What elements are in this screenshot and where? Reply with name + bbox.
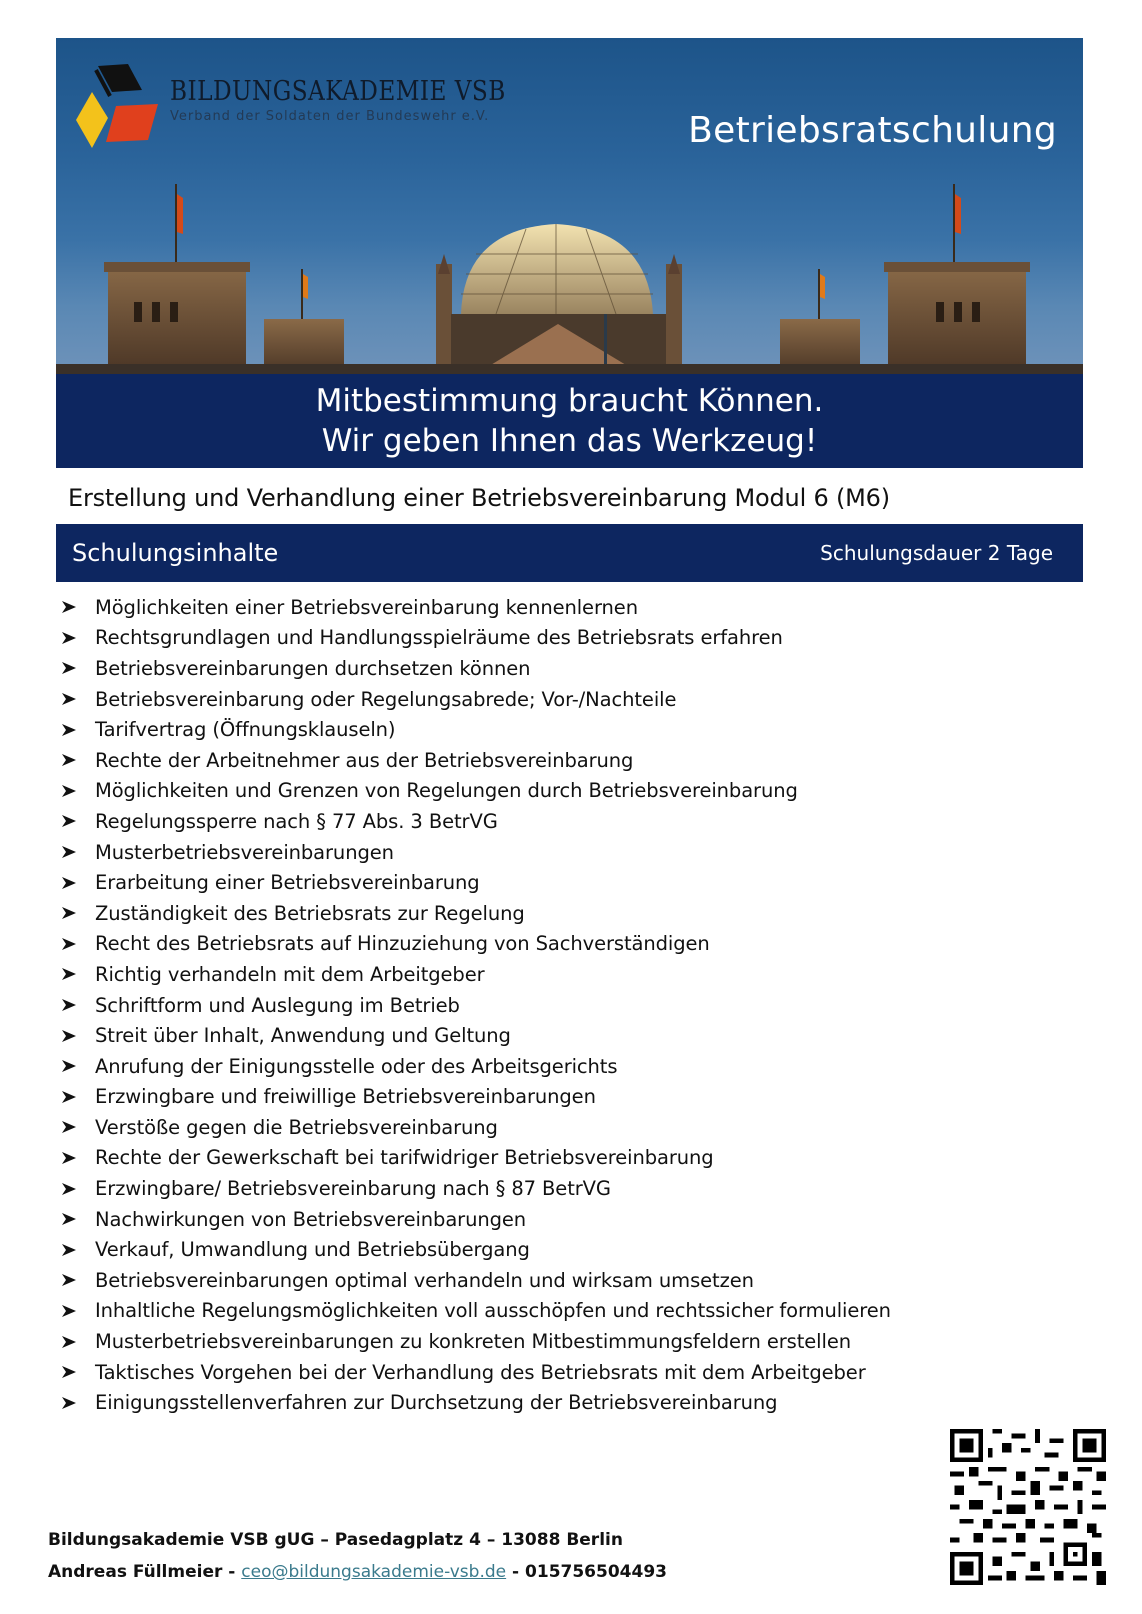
list-item: Musterbetriebsvereinbarungen zu konkreten Mitbestimmungsfeldern erstellen xyxy=(58,1326,1058,1357)
list-item: Musterbetriebsvereinbarungen xyxy=(58,837,1058,868)
arrowhead-bullet-icon xyxy=(58,1089,95,1105)
arrowhead-bullet-icon xyxy=(58,997,95,1013)
footer-contact xyxy=(48,1556,667,1588)
list-item: Möglichkeiten einer Betriebsvereinbarung kennenlernen xyxy=(58,592,1058,623)
arrowhead-bullet-icon xyxy=(58,1242,95,1258)
topics-list xyxy=(58,592,1058,1418)
list-item: Erzwingbare und freiwillige Betriebsvereinbarungen xyxy=(58,1082,1058,1113)
qr-code-icon[interactable] xyxy=(950,1429,1106,1585)
arrowhead-bullet-icon xyxy=(58,1028,95,1044)
arrowhead-bullet-icon xyxy=(58,599,95,615)
arrowhead-bullet-icon xyxy=(58,966,95,982)
arrowhead-bullet-icon xyxy=(58,722,95,738)
list-item: Betriebsvereinbarung oder Regelungsabrede; Vor-/Nachteile xyxy=(58,684,1058,715)
list-item: Schriftform und Auslegung im Betrieb xyxy=(58,990,1058,1021)
section-label: Schulungsinhalte xyxy=(72,539,279,567)
arrowhead-bullet-icon xyxy=(58,752,95,768)
arrowhead-bullet-icon xyxy=(58,813,95,829)
slogan-band xyxy=(56,374,1083,468)
list-item: Erarbeitung einer Betriebsvereinbarung xyxy=(58,867,1058,898)
arrowhead-bullet-icon xyxy=(58,1303,95,1319)
list-item: Tarifvertrag (Öffnungsklauseln) xyxy=(58,714,1058,745)
arrowhead-bullet-icon xyxy=(58,1364,95,1380)
list-item: Zuständigkeit des Betriebsrats zur Regelung xyxy=(58,898,1058,929)
arrowhead-bullet-icon xyxy=(58,1395,95,1411)
arrowhead-bullet-icon xyxy=(58,1119,95,1135)
arrowhead-bullet-icon xyxy=(58,1211,95,1227)
list-item: Erzwingbare/ Betriebsvereinbarung nach § 87 BetrVG xyxy=(58,1173,1058,1204)
list-item: Taktisches Vorgehen bei der Verhandlung des Betriebsrats mit dem Arbeitgeber xyxy=(58,1357,1058,1388)
slogan-line-2: Wir geben Ihnen das Werkzeug! xyxy=(321,423,818,459)
list-item: Verkauf, Umwandlung und Betriebsübergang xyxy=(58,1234,1058,1265)
list-item: Richtig verhandeln mit dem Arbeitgeber xyxy=(58,959,1058,990)
list-item: Regelungssperre nach § 77 Abs. 3 BetrVG xyxy=(58,806,1058,837)
arrowhead-bullet-icon xyxy=(58,1181,95,1197)
list-item: Rechtsgrundlagen und Handlungsspielräume des Betriebsrats erfahren xyxy=(58,623,1058,654)
list-item: Nachwirkungen von Betriebsvereinbarungen xyxy=(58,1204,1058,1235)
email-link[interactable]: ceo@bildungsakademie-vsb.de xyxy=(241,1562,507,1582)
separator: - xyxy=(506,1562,526,1582)
page-title: Betriebsratschulung xyxy=(688,110,1057,151)
separator: - xyxy=(222,1562,242,1582)
logo-subtitle: Verband der Soldaten der Bundeswehr e.V. xyxy=(170,109,490,124)
list-item: Rechte der Arbeitnehmer aus der Betriebsvereinbarung xyxy=(58,745,1058,776)
duration-label: Schulungsdauer 2 Tage xyxy=(820,541,1053,565)
list-item: Betriebsvereinbarungen optimal verhandeln und wirksam umsetzen xyxy=(58,1265,1058,1296)
contact-name: Andreas Füllmeier xyxy=(48,1562,223,1582)
footer-address: Bildungsakademie VSB gUG – Pasedagplatz 4 – 13088 Berlin xyxy=(48,1530,623,1550)
arrowhead-bullet-icon xyxy=(58,1272,95,1288)
arrowhead-bullet-icon xyxy=(58,1058,95,1074)
logo-title: BILDUNGSAKADEMIE VSB xyxy=(170,76,506,107)
list-item: Rechte der Gewerkschaft bei tarifwidriger Betriebsvereinbarung xyxy=(58,1143,1058,1174)
list-item: Anrufung der Einigungsstelle oder des Arbeitsgerichts xyxy=(58,1051,1058,1082)
arrowhead-bullet-icon xyxy=(58,630,95,646)
reichstag-photo xyxy=(56,174,1083,374)
slogan-line-1: Mitbestimmung braucht Können. xyxy=(315,383,824,419)
section-header xyxy=(56,524,1083,582)
arrowhead-bullet-icon xyxy=(58,691,95,707)
arrowhead-bullet-icon xyxy=(58,1334,95,1350)
list-item: Recht des Betriebsrats auf Hinzuziehung von Sachverständigen xyxy=(58,929,1058,960)
arrowhead-bullet-icon xyxy=(58,783,95,799)
arrowhead-bullet-icon xyxy=(58,905,95,921)
arrowhead-bullet-icon xyxy=(58,660,95,676)
list-item: Möglichkeiten und Grenzen von Regelungen durch Betriebsvereinbarung xyxy=(58,776,1058,807)
list-item: Inhaltliche Regelungsmöglichkeiten voll ausschöpfen und rechtssicher formulieren xyxy=(58,1296,1058,1327)
list-item: Verstöße gegen die Betriebsvereinbarung xyxy=(58,1112,1058,1143)
list-item: Streit über Inhalt, Anwendung und Geltung xyxy=(58,1020,1058,1051)
list-item: Betriebsvereinbarungen durchsetzen können xyxy=(58,653,1058,684)
hero-banner xyxy=(56,38,1083,374)
list-item: Einigungsstellenverfahren zur Durchsetzung der Betriebsvereinbarung xyxy=(58,1387,1058,1418)
phone-number: 015756504493 xyxy=(525,1562,667,1582)
arrowhead-bullet-icon xyxy=(58,875,95,891)
arrowhead-bullet-icon xyxy=(58,1150,95,1166)
logo-text xyxy=(170,76,560,124)
arrowhead-bullet-icon xyxy=(58,936,95,952)
stacked-books-logo-icon xyxy=(70,62,165,152)
module-title: Erstellung und Verhandlung einer Betriebsvereinbarung Modul 6 (M6) xyxy=(68,484,890,512)
footer xyxy=(48,1524,667,1588)
arrowhead-bullet-icon xyxy=(58,844,95,860)
